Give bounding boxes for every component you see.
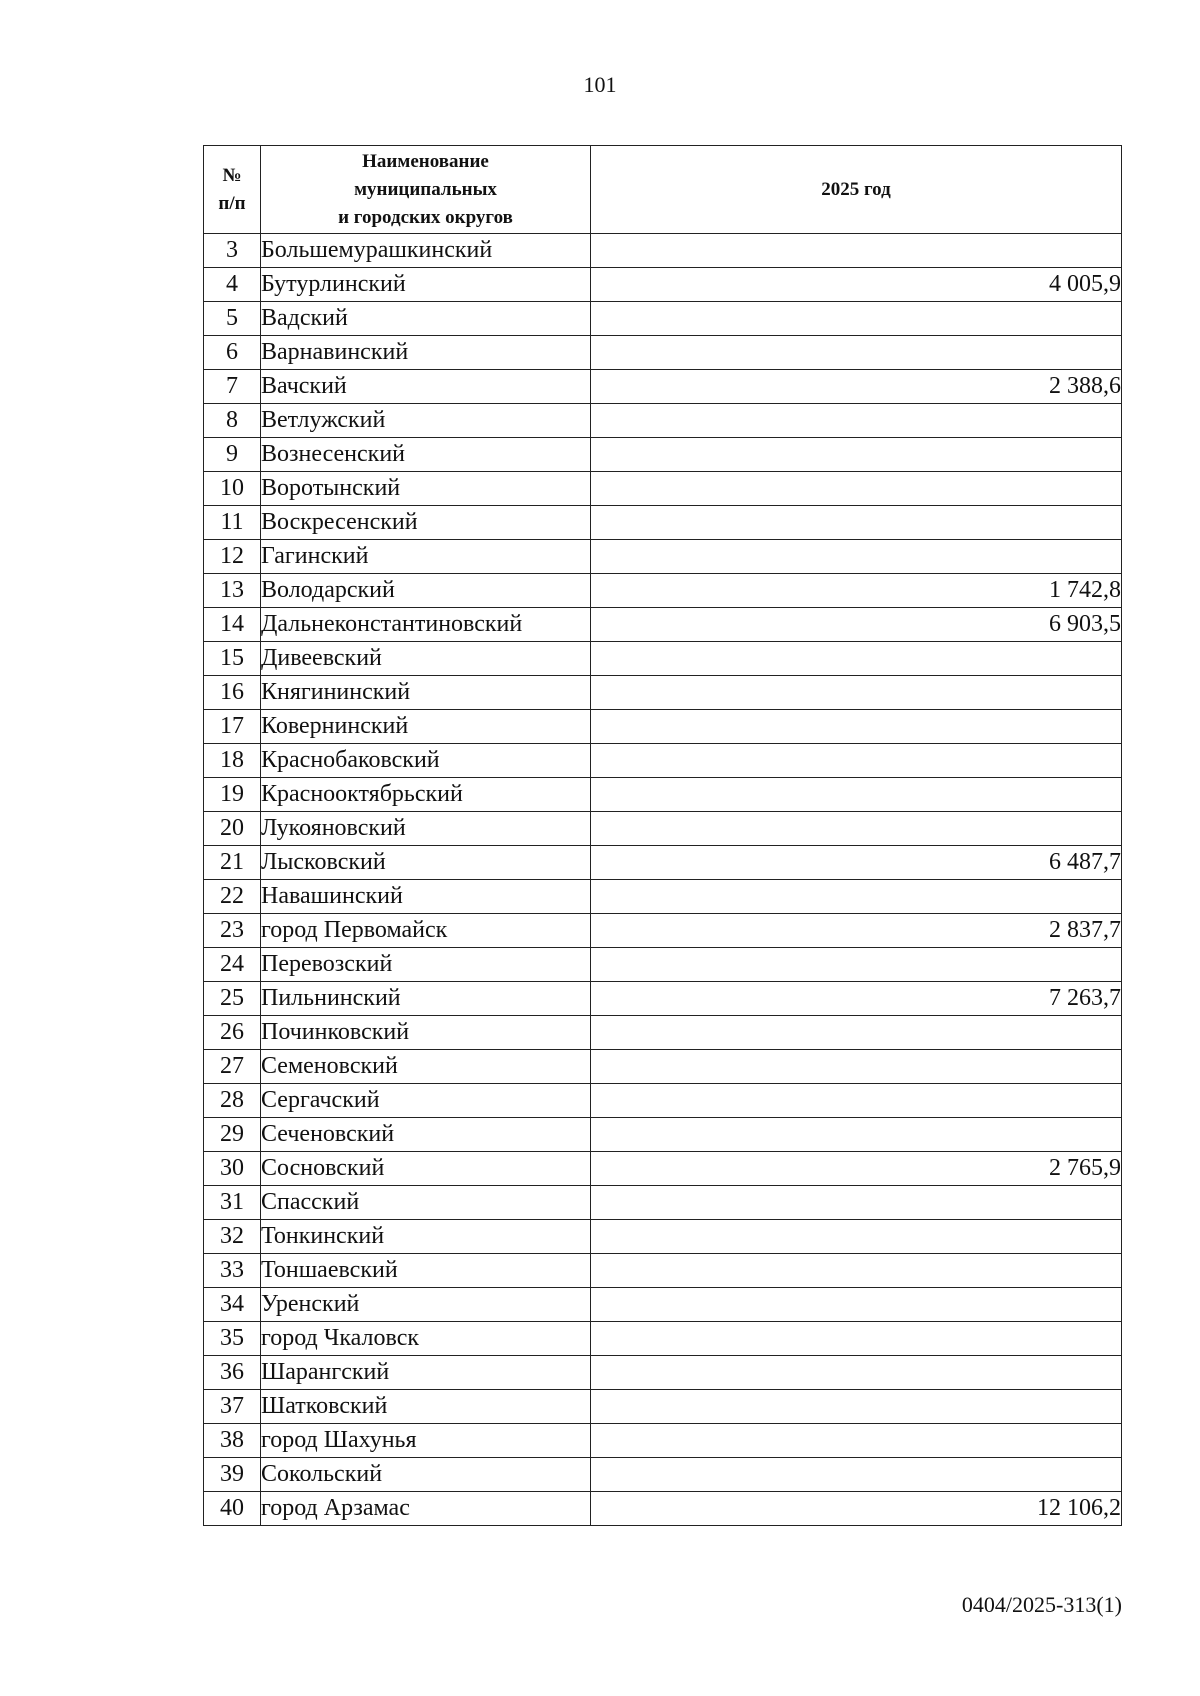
table-row (204, 1322, 1122, 1356)
amount-cell (591, 778, 1122, 812)
header-name-line: и городских округов (338, 206, 513, 228)
row-number-cell: 18 (204, 744, 261, 778)
row-number-cell: 9 (204, 438, 261, 472)
district-name-cell: Большемурашкинский (261, 234, 591, 268)
header-name-line: муниципальных (354, 178, 497, 200)
district-name-cell: Шатковский (261, 1390, 591, 1424)
header-number (204, 146, 261, 234)
district-name-cell: Воротынский (261, 472, 591, 506)
header-year: 2025 год (591, 146, 1122, 234)
row-number-cell: 38 (204, 1424, 261, 1458)
document-code: 0404/2025-313(1) (961, 1592, 1122, 1617)
row-number-cell: 16 (204, 676, 261, 710)
table-row (204, 1356, 1122, 1390)
row-number-cell: 7 (204, 370, 261, 404)
row-number-cell: 21 (204, 846, 261, 880)
district-name-cell: Спасский (261, 1186, 591, 1220)
district-name-cell: Сосновский (261, 1152, 591, 1186)
district-name-cell: Володарский (261, 574, 591, 608)
amount-cell: 2 388,6 (591, 370, 1122, 404)
table-row (204, 1220, 1122, 1254)
table-row (204, 880, 1122, 914)
district-name-cell: Гагинский (261, 540, 591, 574)
table-row (204, 1118, 1122, 1152)
table-row (204, 1152, 1122, 1186)
table-row (204, 1186, 1122, 1220)
row-number-cell: 35 (204, 1322, 261, 1356)
district-name-cell: Дивеевский (261, 642, 591, 676)
row-number-cell: 20 (204, 812, 261, 846)
district-name-cell: Ветлужский (261, 404, 591, 438)
row-number-cell: 34 (204, 1288, 261, 1322)
amount-cell (591, 472, 1122, 506)
table-row (204, 744, 1122, 778)
district-name-cell: Сергачский (261, 1084, 591, 1118)
district-name-cell: Дальнеконстантиновский (261, 608, 591, 642)
row-number-cell: 12 (204, 540, 261, 574)
row-number-cell: 10 (204, 472, 261, 506)
row-number-cell: 22 (204, 880, 261, 914)
amount-cell (591, 1356, 1122, 1390)
district-name-cell: Вадский (261, 302, 591, 336)
amount-cell (591, 1288, 1122, 1322)
row-number-cell: 26 (204, 1016, 261, 1050)
header-name (261, 146, 591, 234)
table-row (204, 914, 1122, 948)
table-row (204, 846, 1122, 880)
row-number-cell: 17 (204, 710, 261, 744)
district-name-cell: город Первомайск (261, 914, 591, 948)
amount-cell (591, 234, 1122, 268)
budget-table (203, 145, 1122, 1526)
table-row (204, 438, 1122, 472)
district-name-cell: город Шахунья (261, 1424, 591, 1458)
amount-cell (591, 302, 1122, 336)
district-name-cell: Перевозский (261, 948, 591, 982)
table-row (204, 336, 1122, 370)
table-header-row (204, 146, 1122, 234)
amount-cell (591, 1322, 1122, 1356)
amount-cell (591, 948, 1122, 982)
table-row (204, 710, 1122, 744)
table-body (204, 234, 1122, 1526)
amount-cell: 2 837,7 (591, 914, 1122, 948)
row-number-cell: 32 (204, 1220, 261, 1254)
district-name-cell: Уренский (261, 1288, 591, 1322)
amount-cell (591, 336, 1122, 370)
amount-cell (591, 506, 1122, 540)
amount-cell (591, 676, 1122, 710)
row-number-cell: 23 (204, 914, 261, 948)
district-name-cell: Семеновский (261, 1050, 591, 1084)
row-number-cell: 8 (204, 404, 261, 438)
row-number-cell: 5 (204, 302, 261, 336)
amount-cell (591, 710, 1122, 744)
row-number-cell: 30 (204, 1152, 261, 1186)
amount-cell: 4 005,9 (591, 268, 1122, 302)
header-number-line: п/п (218, 192, 246, 214)
district-name-cell: Вачский (261, 370, 591, 404)
table-row (204, 778, 1122, 812)
row-number-cell: 27 (204, 1050, 261, 1084)
table-row (204, 574, 1122, 608)
amount-cell (591, 540, 1122, 574)
table-row (204, 472, 1122, 506)
amount-cell (591, 1186, 1122, 1220)
table-row (204, 1254, 1122, 1288)
amount-cell: 1 742,8 (591, 574, 1122, 608)
table-row (204, 234, 1122, 268)
row-number-cell: 15 (204, 642, 261, 676)
district-name-cell: Сеченовский (261, 1118, 591, 1152)
amount-cell (591, 1050, 1122, 1084)
amount-cell (591, 880, 1122, 914)
row-number-cell: 31 (204, 1186, 261, 1220)
table-row (204, 982, 1122, 1016)
district-name-cell: Пильнинский (261, 982, 591, 1016)
district-name-cell: Шарангский (261, 1356, 591, 1390)
table-row (204, 676, 1122, 710)
row-number-cell: 11 (204, 506, 261, 540)
district-name-cell: Сокольский (261, 1458, 591, 1492)
district-name-cell: Тоншаевский (261, 1254, 591, 1288)
table-row (204, 1492, 1122, 1526)
row-number-cell: 28 (204, 1084, 261, 1118)
row-number-cell: 19 (204, 778, 261, 812)
amount-cell (591, 744, 1122, 778)
amount-cell: 7 263,7 (591, 982, 1122, 1016)
amount-cell: 2 765,9 (591, 1152, 1122, 1186)
amount-cell (591, 1118, 1122, 1152)
table-row (204, 1288, 1122, 1322)
district-name-cell: Лысковский (261, 846, 591, 880)
amount-cell: 6 487,7 (591, 846, 1122, 880)
table-row (204, 1050, 1122, 1084)
district-name-cell: Навашинский (261, 880, 591, 914)
district-name-cell: Лукояновский (261, 812, 591, 846)
row-number-cell: 3 (204, 234, 261, 268)
row-number-cell: 4 (204, 268, 261, 302)
district-name-cell: Краснобаковский (261, 744, 591, 778)
district-name-cell: Краснооктябрьский (261, 778, 591, 812)
district-name-cell: город Арзамас (261, 1492, 591, 1526)
district-name-cell: Тонкинский (261, 1220, 591, 1254)
table-row (204, 506, 1122, 540)
amount-cell (591, 1254, 1122, 1288)
row-number-cell: 36 (204, 1356, 261, 1390)
district-name-cell: Варнавинский (261, 336, 591, 370)
table-row (204, 812, 1122, 846)
page-number: 101 (583, 72, 617, 97)
header-name-line: Наименование (362, 150, 489, 172)
row-number-cell: 13 (204, 574, 261, 608)
amount-cell (591, 812, 1122, 846)
amount-cell: 6 903,5 (591, 608, 1122, 642)
amount-cell (591, 1424, 1122, 1458)
district-name-cell: Княгининский (261, 676, 591, 710)
table-row (204, 1458, 1122, 1492)
table-row (204, 268, 1122, 302)
row-number-cell: 6 (204, 336, 261, 370)
district-name-cell: Вознесенский (261, 438, 591, 472)
amount-cell (591, 1016, 1122, 1050)
district-name-cell: Ковернинский (261, 710, 591, 744)
district-name-cell: город Чкаловск (261, 1322, 591, 1356)
row-number-cell: 40 (204, 1492, 261, 1526)
district-name-cell: Воскресенский (261, 506, 591, 540)
amount-cell (591, 404, 1122, 438)
row-number-cell: 29 (204, 1118, 261, 1152)
table-row (204, 948, 1122, 982)
row-number-cell: 37 (204, 1390, 261, 1424)
amount-cell (591, 1390, 1122, 1424)
amount-cell (591, 1084, 1122, 1118)
district-name-cell: Бутурлинский (261, 268, 591, 302)
table-row (204, 1016, 1122, 1050)
row-number-cell: 25 (204, 982, 261, 1016)
header-number-line: № (222, 164, 242, 186)
table-row (204, 404, 1122, 438)
row-number-cell: 14 (204, 608, 261, 642)
table-row (204, 370, 1122, 404)
table-row (204, 1390, 1122, 1424)
table-row (204, 642, 1122, 676)
district-name-cell: Починковский (261, 1016, 591, 1050)
table-row (204, 1084, 1122, 1118)
row-number-cell: 24 (204, 948, 261, 982)
amount-cell (591, 642, 1122, 676)
amount-cell: 12 106,2 (591, 1492, 1122, 1526)
amount-cell (591, 1220, 1122, 1254)
amount-cell (591, 438, 1122, 472)
table-row (204, 302, 1122, 336)
table-row (204, 540, 1122, 574)
row-number-cell: 39 (204, 1458, 261, 1492)
table-row (204, 1424, 1122, 1458)
row-number-cell: 33 (204, 1254, 261, 1288)
amount-cell (591, 1458, 1122, 1492)
table-row (204, 608, 1122, 642)
